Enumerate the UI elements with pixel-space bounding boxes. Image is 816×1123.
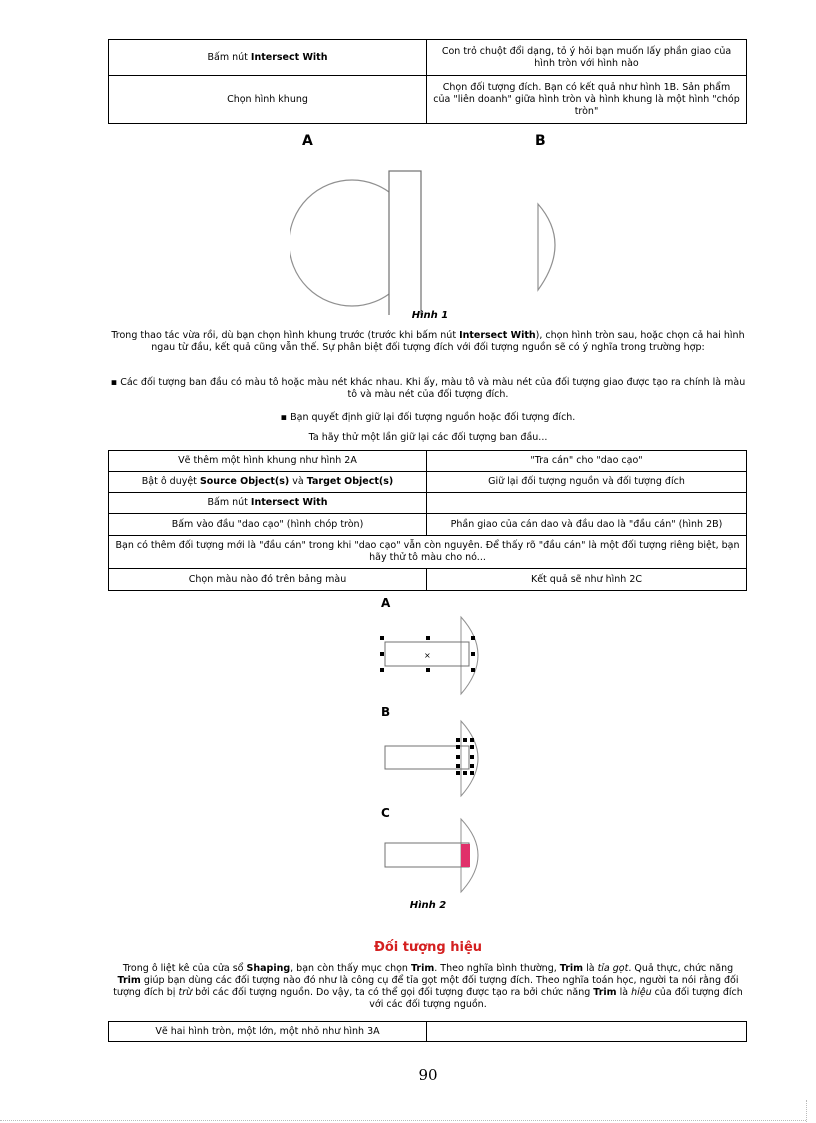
- figure-2c: [385, 819, 478, 892]
- figure-1-illustration: [290, 165, 570, 315]
- figure-2-label-c: C: [381, 806, 390, 820]
- table-cell: Vẽ hai hình tròn, một lớn, một nhỏ như hình 3A: [109, 1022, 427, 1042]
- bullet-item: ▪ Các đối tượng ban đầu có màu tô hoặc màu nét khác nhau. Khi ấy, màu tô và màu nét của đối tượng giao được tạo ra chính là màu tô và màu nét của đối tượng đích.: [110, 377, 746, 400]
- table-row: [109, 472, 747, 493]
- bullet-item: ▪ Bạn quyết định giữ lại đối tượng nguồn hoặc đối tượng đích.: [280, 412, 576, 423]
- figure-2-label-b: B: [381, 705, 391, 719]
- table-row: [109, 451, 747, 472]
- table-row: [109, 514, 747, 536]
- table-cell: Bạn có thêm đối tượng mới là "đầu cán" trong khi "dao cạo" vẫn còn nguyên. Để thấy rõ "đầu cán" là một đối tượng riêng biệt, bạn hãy thử tô màu cho nó...: [109, 536, 747, 569]
- section-title: Đối tượng hiệu: [373, 940, 483, 955]
- table-cell: [427, 1022, 747, 1042]
- figure-1-label-b: B: [535, 133, 546, 149]
- figure-2b: [385, 721, 478, 796]
- table-row: [109, 569, 747, 591]
- frame-shape: [389, 171, 421, 315]
- svg-text:×: ×: [424, 651, 431, 660]
- figure-2-caption: Hình 2: [409, 900, 447, 911]
- table-cell: Kết quả sẽ như hình 2C: [427, 569, 747, 591]
- page-edge-right: [806, 1100, 807, 1122]
- dome-shape: [538, 204, 555, 290]
- table-row: [109, 40, 747, 76]
- page-edge-bottom: [0, 1120, 806, 1121]
- figure-2-illustration: [375, 612, 485, 902]
- table-row: [109, 536, 747, 569]
- table-row: [109, 76, 747, 124]
- table-cell: Chọn hình khung: [109, 76, 427, 124]
- table-cell: "Tra cán" cho "dao cạo": [427, 451, 747, 472]
- table-cell: Bấm nút Intersect With: [109, 493, 427, 514]
- table-3: [108, 1021, 747, 1042]
- table-cell: Con trỏ chuột đổi dạng, tỏ ý hỏi bạn muốn lấy phần giao của hình tròn với hình nào: [427, 40, 747, 76]
- table-row: [109, 493, 747, 514]
- figure-1-caption: Hình 1: [411, 310, 449, 321]
- page-number: 90: [418, 1066, 438, 1084]
- table-cell: Bấm nút Intersect With: [109, 40, 427, 76]
- filled-handle-head: [461, 844, 470, 867]
- bullet-icon: ▪: [110, 377, 121, 388]
- table-cell: Chọn màu nào đó trên bảng màu: [109, 569, 427, 591]
- table-cell: Bật ô duyệt Source Object(s) và Target Object(s): [109, 472, 427, 493]
- table-cell: [427, 493, 747, 514]
- section-paragraph: Trong ô liệt kê của cửa sổ Shaping, bạn còn thấy mục chọn Trim. Theo nghĩa bình thường, Trim là tỉa gọt. Quả thực, chức năng Trim giúp bạn dùng các đối tượng nào đó như là công cụ để tỉa gọt một đối tượng đích. Theo nghĩa toán học, người ta nói rằng đối tượng đích bị trừ bởi các đối tượng nguồn. Do vậy, ta có thể gọi đối tượng được tạo ra bởi chức năng Trim là hiệu của đối tượng đích với các đối tượng nguồn.: [113, 963, 743, 1010]
- table-cell: Giữ lại đối tượng nguồn và đối tượng đích: [427, 472, 747, 493]
- table-cell: Phần giao của cán dao và đầu dao là "đầu cán" (hình 2B): [427, 514, 747, 536]
- table-cell: Vẽ thêm một hình khung như hình 2A: [109, 451, 427, 472]
- figure-2a: [380, 617, 478, 694]
- figure-2-label-a: A: [381, 596, 391, 610]
- figure-1-label-a: A: [302, 133, 313, 149]
- table-1: [108, 39, 747, 124]
- table-cell: Bấm vào đầu "dao cạo" (hình chóp tròn): [109, 514, 427, 536]
- table-cell: Chọn đối tượng đích. Bạn có kết quả như hình 1B. Sản phẩm của "liên doanh" giữa hình tròn và hình khung là một hình "chóp tròn": [427, 76, 747, 124]
- table-row: [109, 1022, 747, 1042]
- bullet-icon: ▪: [280, 412, 291, 423]
- paragraph: Ta hãy thử một lần giữ lại các đối tượng ban đầu...: [308, 432, 548, 443]
- table-2: [108, 450, 747, 591]
- paragraph: Trong thao tác vừa rồi, dù bạn chọn hình khung trước (trước khi bấm nút Intersect With), chọn hình tròn sau, hoặc chọn cả hai hình ngau từ đầu, kết quả cũng vẫn thế. Sự phân biệt đối tượng đích với đối tượng nguồn sẽ có ý nghĩa trong trường hợp:: [111, 330, 745, 353]
